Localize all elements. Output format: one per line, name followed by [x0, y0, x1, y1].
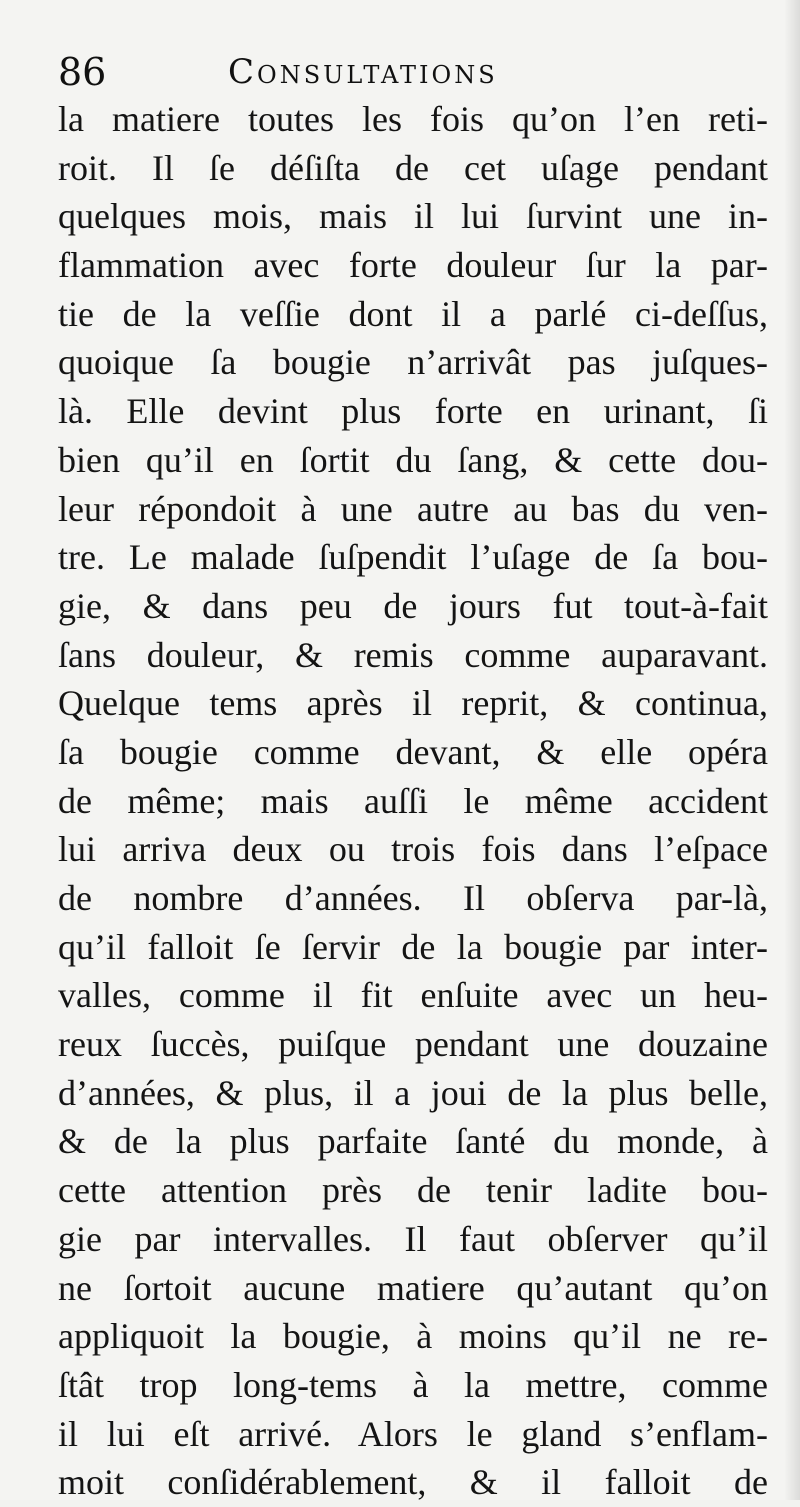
text-line: gie par intervalles. Il faut obſerver qu’il: [58, 1218, 768, 1259]
text-line: flammation avec forte douleur ſur la par-: [58, 245, 768, 286]
text-line: la matiere toutes les fois qu’on l’en reti-: [58, 99, 768, 139]
text-line: lui arriva deux ou trois fois dans l’eſpace: [58, 829, 768, 870]
text-line: tie de la veſſie dont il a parlé ci-deſſus,: [58, 293, 768, 334]
text-line: ne ſortoit aucune matiere qu’autant qu’on: [58, 1267, 768, 1308]
text-line: roit. Il ſe déſiſta de cet uſage pendant: [58, 147, 768, 188]
text-line: ſans douleur, & remis comme auparavant.: [58, 634, 768, 675]
page-header: [58, 48, 758, 98]
text-line: quoique ſa bougie n’arrivât pas juſques-: [58, 342, 768, 383]
text-line: ſa bougie comme devant, & elle opéra: [58, 731, 768, 772]
page-edge-shadow: [784, 0, 800, 1500]
text-line: de même; mais auſſi le même accident: [58, 780, 768, 821]
text-line: valles, comme il fit enſuite avec un heu-: [58, 975, 768, 1016]
text-line: tre. Le malade ſuſpendit l’uſage de ſa bou-: [58, 537, 768, 578]
text-line: & de la plus parfaite ſanté du monde, à: [58, 1121, 768, 1162]
text-line: il lui eſt arrivé. Alors le gland s’enflam-: [58, 1413, 768, 1454]
page-number: 86: [58, 50, 107, 94]
text-line: appliquoit la bougie, à moins qu’il ne re-: [58, 1316, 768, 1357]
text-line: cette attention près de tenir ladite bou-: [58, 1170, 768, 1211]
body-text: [58, 95, 768, 1507]
text-line: bien qu’il en ſortit du ſang, & cette dou-: [58, 439, 768, 480]
text-line: qu’il falloit ſe ſervir de la bougie par inter-: [58, 926, 768, 967]
text-line: gie, & dans peu de jours fut tout-à-fait: [58, 585, 768, 626]
text-line: leur répondoit à une autre au bas du ven-: [58, 488, 768, 529]
text-line: ſtât trop long-tems à la mettre, comme: [58, 1364, 768, 1405]
text-line: là. Elle devint plus forte en urinant, ſi: [58, 391, 768, 432]
text-line: de nombre d’années. Il obſerva par-là,: [58, 878, 768, 918]
text-line: moit conſidérablement, & il falloit de: [58, 1462, 768, 1503]
text-line: d’années, & plus, il a joui de la plus belle,: [58, 1072, 768, 1113]
running-title: Consultations: [228, 52, 498, 92]
text-line: Quelque tems après il reprit, & continua,: [58, 683, 768, 724]
text-line: reux ſuccès, puiſque pendant une douzaine: [58, 1024, 768, 1065]
text-line: quelques mois, mais il lui ſurvint une in-: [58, 196, 768, 237]
